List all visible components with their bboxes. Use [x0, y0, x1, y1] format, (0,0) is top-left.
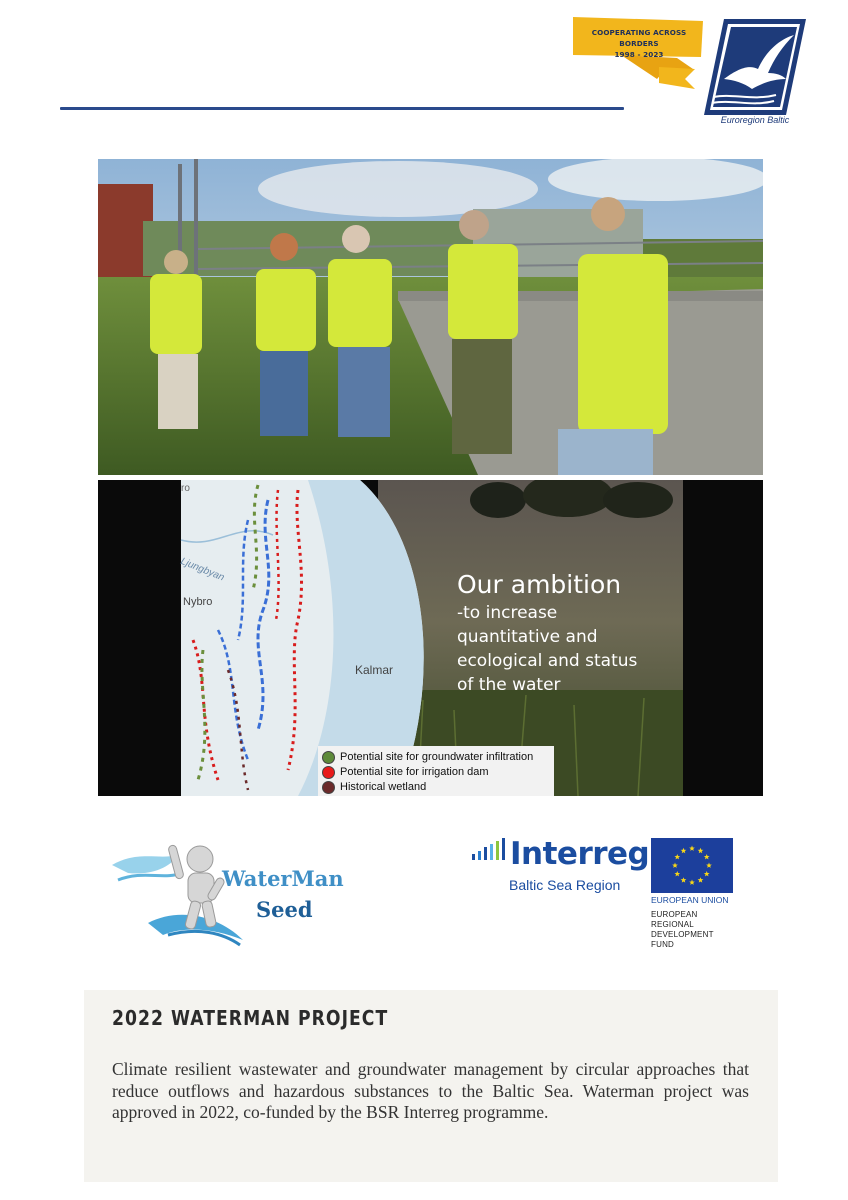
map-label-ro: ro: [181, 483, 190, 494]
eu-fund-line: EUROPEAN: [651, 910, 698, 919]
map-legend: [318, 746, 554, 796]
brown-dot-icon: [322, 781, 335, 794]
project-title: 2022 WATERMAN PROJECT: [112, 1006, 389, 1030]
eu-fund-line: DEVELOPMENT: [651, 930, 714, 939]
eu-fund-label: [651, 910, 714, 950]
eu-union-label: EUROPEAN UNION: [651, 895, 729, 905]
map-label-kalmar: Kalmar: [355, 663, 394, 677]
project-description: Climate resilient wastewater and groundwater management by circular approaches that reduce outflows and hazardous substances to the Baltic Sea. Waterman project was approved in 2022, co-funded by the BSR Interreg programme.: [112, 1059, 749, 1122]
waterman-wordmark: WaterMan: [222, 866, 344, 891]
group-photo: [98, 159, 763, 475]
slide-line-1: -to increase: [457, 603, 558, 623]
euroregion-baltic-caption: Euroregion Baltic: [720, 115, 790, 125]
seed-wordmark: Seed: [256, 897, 313, 922]
interreg-region: Baltic Sea Region: [509, 877, 621, 893]
eu-flag-icon: [651, 838, 733, 893]
legend-item: [322, 765, 489, 779]
legend-label: Potential site for groundwater infiltration: [340, 751, 534, 763]
legend-label: Historical wetland: [340, 781, 427, 793]
anniversary-banner-text: [578, 27, 700, 60]
banner-line-2: 1998 - 2023: [614, 50, 664, 59]
interreg-wordmark: Interreg: [510, 836, 650, 872]
euroregion-baltic-logo: [702, 17, 808, 117]
slide-title: Our ambition: [457, 570, 622, 599]
eu-fund-line: FUND: [651, 940, 675, 949]
map-label-ljungbyan: Ljungbyan: [178, 556, 226, 584]
eu-fund-line: REGIONAL: [651, 920, 694, 929]
legend-item: [322, 750, 533, 764]
legend-label: Potential site for irrigation dam: [340, 766, 489, 778]
map-label-nybro: Nybro: [183, 596, 213, 608]
green-dot-icon: [322, 751, 335, 764]
banner-line-1: COOPERATING ACROSS BORDERS: [591, 28, 687, 48]
slide-line-3: ecological and status: [457, 651, 638, 671]
legend-item: [322, 780, 426, 794]
waterman-seed-logo: [108, 835, 358, 950]
slide-line-2: quantitative and: [457, 627, 598, 647]
red-dot-icon: [322, 766, 335, 779]
slide-line-4: of the water: [457, 675, 561, 695]
header-rule: [60, 107, 624, 110]
